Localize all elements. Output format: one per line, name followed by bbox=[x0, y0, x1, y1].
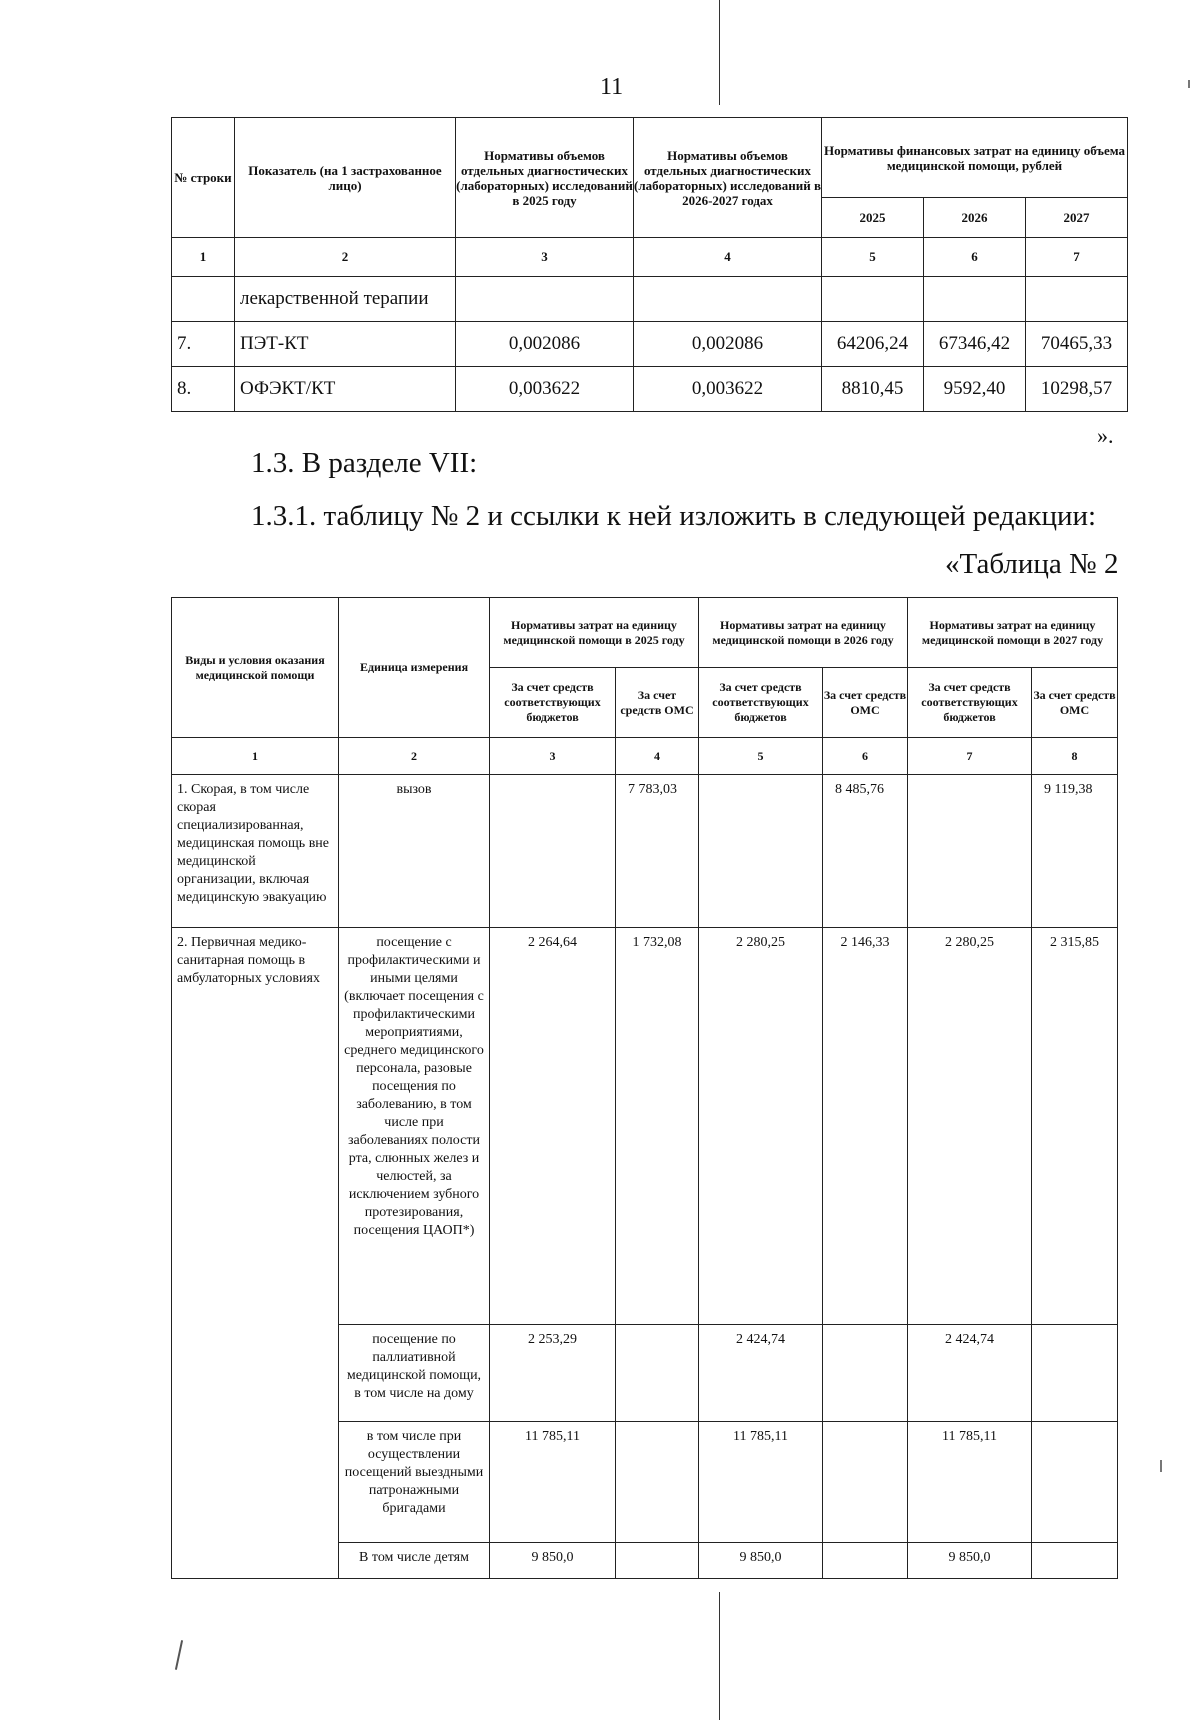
header-indicator: Показатель (на 1 застрахованное лицо) bbox=[235, 118, 456, 238]
row-budget-2027: 11 785,11 bbox=[908, 1422, 1032, 1543]
header-group-2026: Нормативы затрат на единицу медицинской помощи в 2026 году bbox=[699, 598, 908, 668]
row-oms-2027 bbox=[1032, 1325, 1118, 1422]
row-oms-2025: 7 783,03 bbox=[616, 775, 699, 928]
section-title: 1.3. В разделе VII: bbox=[251, 447, 478, 479]
scan-speck bbox=[1160, 1460, 1162, 1472]
row-oms-2025 bbox=[616, 1422, 699, 1543]
row-value bbox=[822, 277, 924, 322]
row-budget-2027 bbox=[908, 775, 1032, 928]
row-value bbox=[924, 277, 1026, 322]
row-unit: посещение с профилактическими и иными целями (включает посещения с профилактическими мероприятиями, среднего медицинского персонала, разовые посещения по заболеванию, в том числе при заболеваниях полости рта, слюнных желез и челюстей, за исключением зубного протезирования, посещения ЦАОП*) bbox=[339, 928, 490, 1325]
column-numbers-row bbox=[172, 238, 1128, 277]
col-number: 7 bbox=[1026, 238, 1128, 277]
scan-speck bbox=[1188, 80, 1190, 88]
row-unit: В том числе детям bbox=[339, 1543, 490, 1579]
row-value: 8810,45 bbox=[822, 367, 924, 412]
table-row bbox=[172, 775, 1118, 928]
header-year-2025: 2025 bbox=[822, 198, 924, 238]
row-value: 70465,33 bbox=[1026, 322, 1128, 367]
row-budget-2026: 2 280,25 bbox=[699, 928, 823, 1325]
row-oms-2026 bbox=[823, 1543, 908, 1579]
section-text: 1.3.1. таблицу № 2 и ссылки к ней изложить в следующей редакции: bbox=[251, 500, 1097, 532]
col-number: 4 bbox=[616, 738, 699, 775]
row-name: ОФЭКТ/КТ bbox=[235, 367, 456, 412]
row-budget-2025: 2 264,64 bbox=[490, 928, 616, 1325]
diagnostic-norms-table bbox=[171, 117, 1128, 412]
row-budget-2025 bbox=[490, 775, 616, 928]
row-budget-2027: 9 850,0 bbox=[908, 1543, 1032, 1579]
row-value bbox=[634, 277, 822, 322]
col-number: 3 bbox=[456, 238, 634, 277]
row-unit: в том числе при осуществлении посещений выездными патронажными бригадами bbox=[339, 1422, 490, 1543]
row-budget-2027: 2 280,25 bbox=[908, 928, 1032, 1325]
col-number: 3 bbox=[490, 738, 616, 775]
scan-fold-line bbox=[719, 1592, 720, 1720]
row-budget-2025: 9 850,0 bbox=[490, 1543, 616, 1579]
row-name: лекарственной терапии bbox=[235, 277, 456, 322]
col-number: 7 bbox=[908, 738, 1032, 775]
row-budget-2026 bbox=[699, 775, 823, 928]
table-row bbox=[172, 367, 1128, 412]
header-oms-2025: За счет средств ОМС bbox=[616, 668, 699, 738]
page-number: 11 bbox=[600, 74, 624, 100]
header-oms-2026: За счет средств ОМС bbox=[823, 668, 908, 738]
row-oms-2025: 1 732,08 bbox=[616, 928, 699, 1325]
row-oms-2026 bbox=[823, 1325, 908, 1422]
col-number: 4 bbox=[634, 238, 822, 277]
header-oms-2027: За счет средств ОМС bbox=[1032, 668, 1118, 738]
row-oms-2027: 2 315,85 bbox=[1032, 928, 1118, 1325]
header-financial-norms: Нормативы финансовых затрат на единицу объема медицинской помощи, рублей bbox=[822, 118, 1128, 198]
header-budget-2027: За счет средств соответствующих бюджетов bbox=[908, 668, 1032, 738]
row-oms-2026: 2 146,33 bbox=[823, 928, 908, 1325]
col-number: 5 bbox=[699, 738, 823, 775]
row-budget-2026: 11 785,11 bbox=[699, 1422, 823, 1543]
row-value: 0,003622 bbox=[456, 367, 634, 412]
row-budget-2027: 2 424,74 bbox=[908, 1325, 1032, 1422]
row-oms-2027: 9 119,38 bbox=[1032, 775, 1118, 928]
row-oms-2027 bbox=[1032, 1543, 1118, 1579]
care-cost-norms-table bbox=[171, 597, 1118, 1579]
col-number: 2 bbox=[235, 238, 456, 277]
row-value: 0,002086 bbox=[456, 322, 634, 367]
col-number: 1 bbox=[172, 238, 235, 277]
header-year-2026: 2026 bbox=[924, 198, 1026, 238]
col-number: 5 bbox=[822, 238, 924, 277]
row-unit: посещение по паллиативной медицинской помощи, в том числе на дому bbox=[339, 1325, 490, 1422]
row-value: 64206,24 bbox=[822, 322, 924, 367]
closing-quote: ». bbox=[1097, 423, 1114, 448]
row-budget-2026: 2 424,74 bbox=[699, 1325, 823, 1422]
header-budget-2026: За счет средств соответствующих бюджетов bbox=[699, 668, 823, 738]
row-value: 0,003622 bbox=[634, 367, 822, 412]
header-year-2027: 2027 bbox=[1026, 198, 1128, 238]
row-oms-2025 bbox=[616, 1325, 699, 1422]
row-value: 9592,40 bbox=[924, 367, 1026, 412]
row-kind: 1. Скорая, в том числе скорая специализированная, медицинская помощь вне медицинской организации, включая медицинскую эвакуацию bbox=[172, 775, 339, 928]
row-oms-2025 bbox=[616, 1543, 699, 1579]
row-value: 0,002086 bbox=[634, 322, 822, 367]
header-row-no: № строки bbox=[172, 118, 235, 238]
header-unit: Единица измерения bbox=[339, 598, 490, 738]
header-group-2027: Нормативы затрат на единицу медицинской помощи в 2027 году bbox=[908, 598, 1118, 668]
column-numbers-row bbox=[172, 738, 1118, 775]
row-value: 10298,57 bbox=[1026, 367, 1128, 412]
row-no bbox=[172, 277, 235, 322]
row-budget-2026: 9 850,0 bbox=[699, 1543, 823, 1579]
header-budget-2025: За счет средств соответствующих бюджетов bbox=[490, 668, 616, 738]
row-no: 8. bbox=[172, 367, 235, 412]
col-number: 6 bbox=[924, 238, 1026, 277]
row-oms-2026: 8 485,76 bbox=[823, 775, 908, 928]
col-number: 1 bbox=[172, 738, 339, 775]
table-row bbox=[172, 928, 1118, 1325]
header-norm-2025: Нормативы объемов отдельных диагностических (лабораторных) исследований в 2025 году bbox=[456, 118, 634, 238]
row-kind: 2. Первичная медико-санитарная помощь в амбулаторных условиях bbox=[172, 928, 339, 1579]
row-name: ПЭТ-КТ bbox=[235, 322, 456, 367]
scan-speck bbox=[175, 1640, 183, 1670]
row-value bbox=[456, 277, 634, 322]
col-number: 2 bbox=[339, 738, 490, 775]
col-number: 6 bbox=[823, 738, 908, 775]
row-budget-2025: 2 253,29 bbox=[490, 1325, 616, 1422]
row-value: 67346,42 bbox=[924, 322, 1026, 367]
header-kinds: Виды и условия оказания медицинской помощи bbox=[172, 598, 339, 738]
row-unit: вызов bbox=[339, 775, 490, 928]
scan-fold-line bbox=[719, 0, 720, 105]
table-row bbox=[172, 322, 1128, 367]
row-oms-2027 bbox=[1032, 1422, 1118, 1543]
row-no: 7. bbox=[172, 322, 235, 367]
table-row bbox=[172, 277, 1128, 322]
header-group-2025: Нормативы затрат на единицу медицинской помощи в 2025 году bbox=[490, 598, 699, 668]
row-oms-2026 bbox=[823, 1422, 908, 1543]
row-budget-2025: 11 785,11 bbox=[490, 1422, 616, 1543]
row-value bbox=[1026, 277, 1128, 322]
table-label: «Таблица № 2 bbox=[945, 548, 1119, 580]
col-number: 8 bbox=[1032, 738, 1118, 775]
header-norm-2026-2027: Нормативы объемов отдельных диагностических (лабораторных) исследований в 2026-2027 годах bbox=[634, 118, 822, 238]
